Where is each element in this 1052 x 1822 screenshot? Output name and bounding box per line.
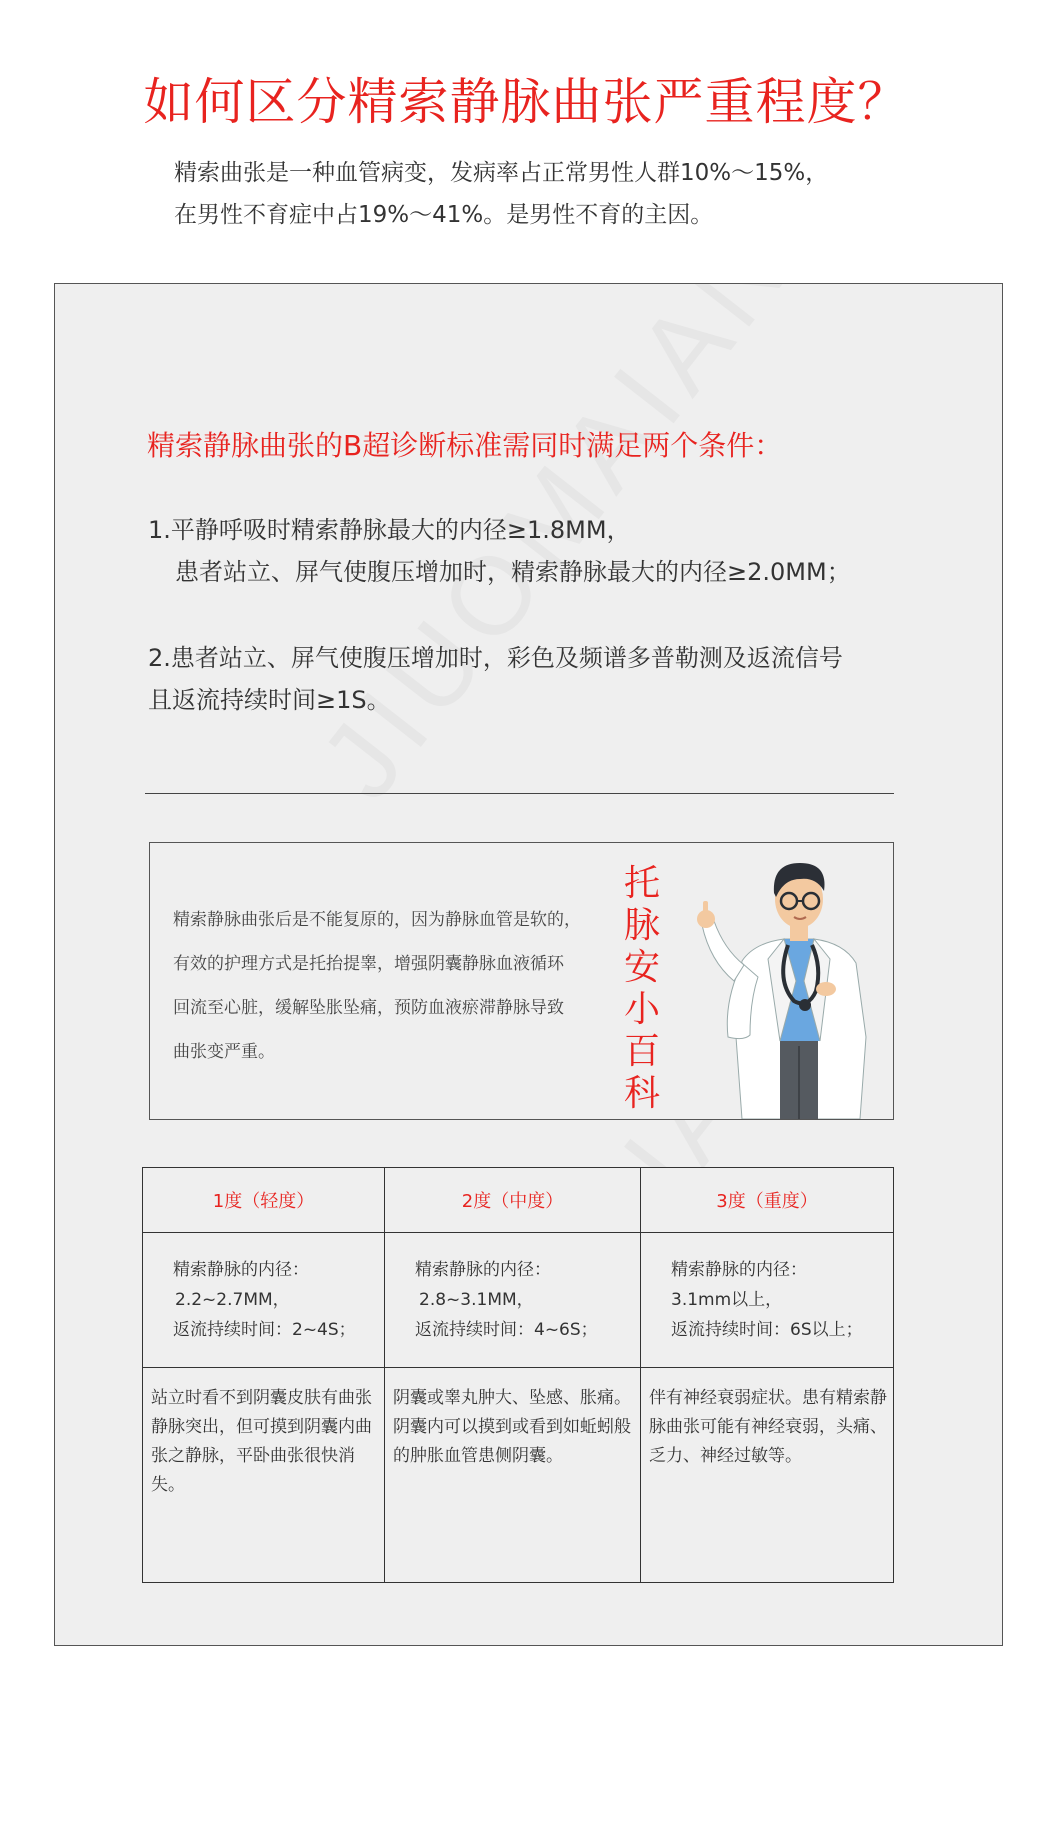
diameter-label: 精索静脉的内径： xyxy=(671,1260,807,1280)
criterion-2-line-1: 2.患者站立、屏气使腹压增加时，彩色及频谱多普勒测及返流信号 xyxy=(148,644,843,672)
tip-text-line: 有效的护理方式是托抬提睾，增强阴囊静脉血液循环 xyxy=(173,954,564,974)
diameter-value: 3.1mm以上， xyxy=(671,1290,783,1310)
reflux-duration: 返流持续时间：2~4S； xyxy=(173,1320,356,1340)
diameter-label: 精索静脉的内径： xyxy=(415,1260,551,1280)
grade-3-diameter-cell xyxy=(641,1233,894,1368)
tip-text-line: 回流至心脏，缓解坠胀坠痛，预防血液瘀滞静脉导致 xyxy=(173,998,564,1018)
grade-3-symptoms: 伴有神经衰弱症状。患有精索静脉曲张可能有神经衰弱，头痛、乏力、神经过敏等。 xyxy=(641,1368,894,1583)
grade-1-diameter-cell xyxy=(143,1233,385,1368)
intro-line-2: 在男性不育症中占19%～41%。是男性不育的主因。 xyxy=(174,202,714,228)
diagnosis-heading: 精索静脉曲张的B超诊断标准需同时满足两个条件： xyxy=(147,429,783,462)
grade-1-header: 1度（轻度） xyxy=(143,1168,385,1233)
grade-2-symptoms: 阴囊或睾丸肿大、坠感、胀痛。阴囊内可以摸到或看到如蚯蚓般的肿胀血管患侧阴囊。 xyxy=(385,1368,641,1583)
grade-3-header: 3度（重度） xyxy=(641,1168,894,1233)
diameter-value: 2.8~3.1MM， xyxy=(419,1290,534,1310)
tip-text-line: 曲张变严重。 xyxy=(173,1042,275,1062)
criterion-2-line-2: 且返流持续时间≥1S。 xyxy=(148,686,391,714)
severity-table xyxy=(142,1167,894,1583)
intro-line-1: 精索曲张是一种血管病变，发病率占正常男性人群10%～15%， xyxy=(174,160,829,186)
tip-text-line: 精索静脉曲张后是不能复原的，因为静脉血管是软的， xyxy=(173,910,581,930)
diameter-label: 精索静脉的内径： xyxy=(173,1260,309,1280)
doctor-illustration xyxy=(684,841,894,1119)
encyclopedia-label: 托脉安小百科 xyxy=(623,863,660,1114)
criterion-1-line-2: 患者站立、屏气使腹压增加时，精索静脉最大的内径≥2.0MM； xyxy=(175,558,851,586)
page-title: 如何区分精索静脉曲张严重程度？ xyxy=(143,73,909,131)
content-panel xyxy=(54,283,1003,1646)
reflux-duration: 返流持续时间：6S以上； xyxy=(671,1320,863,1340)
grade-1-symptoms: 站立时看不到阴囊皮肤有曲张静脉突出，但可摸到阴囊内曲张之静脉，平卧曲张很快消失。 xyxy=(143,1368,385,1583)
diameter-value: 2.2~2.7MM， xyxy=(175,1290,290,1310)
criterion-1-line-1: 1.平静呼吸时精索静脉最大的内径≥1.8MM， xyxy=(148,516,631,544)
tip-box xyxy=(149,842,894,1120)
reflux-duration: 返流持续时间：4~6S； xyxy=(415,1320,598,1340)
divider xyxy=(145,793,894,794)
grade-2-diameter-cell xyxy=(385,1233,641,1368)
grade-2-header: 2度（中度） xyxy=(385,1168,641,1233)
